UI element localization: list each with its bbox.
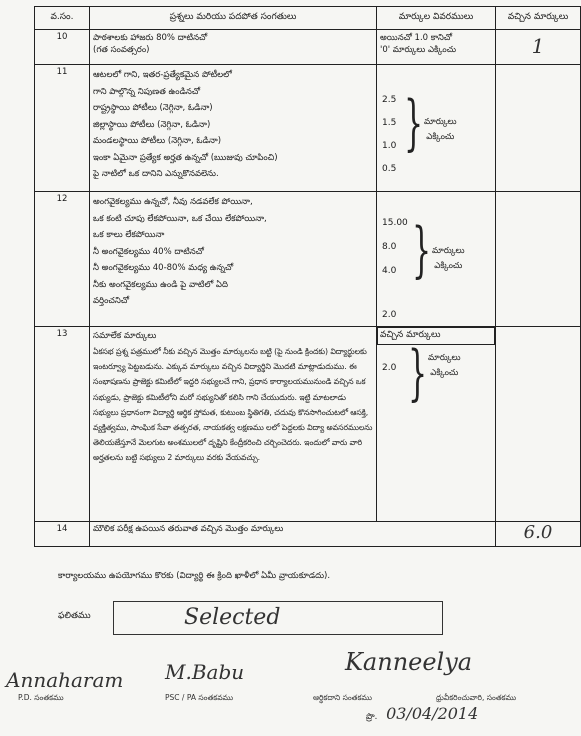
row-marks-details	[377, 65, 496, 192]
mark-value: 0.5	[382, 164, 397, 174]
question-line: నీ అంగవైకల్యము 40-80% మధ్య ఉన్నచో	[93, 263, 234, 273]
question-line: పాఠశాలకు హాజరు 80% దాటినచో	[93, 33, 208, 43]
brace-icon: }	[408, 338, 428, 408]
question-line: నీకు అంగవైకల్యము ఉండి పై వాటిలో ఏది	[93, 279, 228, 290]
awarded-marks: 6.0	[523, 522, 553, 543]
row-marks-details	[377, 192, 496, 327]
row-number: 14	[35, 522, 90, 547]
question-line: (గత సంవత్సరం)	[93, 45, 150, 55]
marks-subheader: వచ్చిన మార్కులు	[377, 327, 495, 345]
signature-pd: Annaharam	[6, 668, 124, 692]
result-label: ఫలితము	[58, 611, 91, 621]
table-row	[35, 65, 581, 192]
mark-value: 2.0	[382, 310, 397, 320]
row-awarded	[496, 192, 581, 327]
col-header-marks-details: మార్కుల వివరములు	[377, 7, 496, 30]
col-header-questions: ప్రశ్నలు మరియు పదపోత సంగతులు	[90, 7, 377, 30]
row-question: మౌలిక పరీక్ష ఉపయిన తరువాత వచ్చిన మొత్తం మార్కులు	[90, 522, 496, 547]
row-awarded	[496, 327, 581, 522]
row-number: 13	[35, 327, 90, 522]
table-row	[35, 522, 581, 547]
row-marks-details	[377, 30, 496, 65]
signature-label: PSC / PA సంతకవము	[165, 693, 234, 702]
mark-value: 2.5	[382, 95, 397, 105]
signature-psc: M.Babu	[165, 660, 245, 684]
question-line: నీ అంగవైకల్యము 40% దాటినచో	[93, 246, 204, 257]
question-paragraph: ఏకసభ ప్రశ్న పత్రములో నీకు వచ్చిన మొత్తం మార్కులను బట్టి (పై నుండి క్రిందకు) విద్యార్థులకు ఇంటర్వ్యూ పెట్టబడును. ఎక్కువ మార్కులు వచ్చిన విద్యార్థిని మొదటి మాట్లాడుదుము. ఈ సంభాషణను ప్రాజెక్టు కమిటీలో ఇద్దరి సభ్యులచే గాని, ప్రధాన కార్యాలయమునుండి వచ్చిన ఒక సభ్యుడు, ప్రాజెక్టు కమిటీలోని మరో సభ్యునితో కలిసి గాని చేయుదురు. ఇట్టి మాటలాడు సభ్యులు ప్రధానంగా విద్యార్థి ఆర్థిక స్తోమత, కుటుంబ స్థితిగతి, చదువు కొనసాగించుటలో ఆసక్తి, వ్యక్తిత్వము, సాంఘిక సేవా తత్పరత, నాయకత్వ లక్షణము లలో పెద్దలకు విద్యా అవసరములను తెలియజేస్తూనే మెలగుట అంశములలో దృష్టిని కేంద్రీకరించి చర్చించెదరు. ఇందులో వారు వారి అర్హతలను బట్టి సభ్యులు 2 మార్కులు వరకు వేయవచ్చు.	[93, 347, 373, 463]
table-row	[35, 30, 581, 65]
table-header-row	[35, 7, 581, 30]
mark-value: 4.0	[382, 266, 397, 276]
result-field	[113, 601, 443, 635]
mark-value: 1.5	[382, 118, 397, 128]
mark-value: 8.0	[382, 242, 397, 252]
office-use-note: కార్యాలయము ఉపయోగము కొరకు (విద్యార్థి ఈ క్రింది ఖాళీలో ఏమీ వ్రాయకూడదు).	[58, 571, 331, 581]
awarded-marks: 1	[531, 34, 545, 58]
row-question	[90, 192, 377, 327]
row-question	[90, 327, 377, 522]
row-awarded	[496, 65, 581, 192]
row-number: 10	[35, 30, 90, 65]
row-number: 12	[35, 192, 90, 327]
row-number: 11	[35, 65, 90, 192]
question-line: మండలస్థాయి పోటీలు (నెగ్గినా, ఓడినా)	[93, 136, 222, 146]
date-value: 03/04/2014	[386, 704, 479, 723]
col-header-awarded: వచ్చిన మార్కులు	[496, 7, 581, 30]
question-line: జిల్లాస్థాయి పోటీలు (నెగ్గినా, ఓడినా)	[93, 119, 211, 130]
row-question	[90, 65, 377, 192]
signature-verifier: Kanneelya	[345, 648, 473, 676]
date-block	[366, 704, 478, 724]
brace-icon: }	[412, 215, 432, 285]
signature-label: ఆర్థికదాని సంతకము	[313, 693, 372, 702]
date-prefix: ప్రొ.	[366, 712, 378, 722]
question-line: ఒక కంటి చూపు లేకపోయినా, ఒక చేయి లేకపోయినా,	[93, 213, 267, 224]
signature-label: P.D. సంతకము	[18, 693, 64, 702]
question-title: సమాలేక మార్కులు	[93, 331, 157, 341]
question-line: ఆటలలో గాని, ఇతర-ప్రత్యేకమైన పోటీలలో	[93, 70, 232, 80]
brace-label: మార్కులు ఎక్కించు	[424, 117, 457, 142]
brace-label: మార్కులు ఎక్కించు	[432, 246, 465, 271]
row-awarded	[496, 522, 581, 547]
question-line: వర్తించనిచో	[93, 296, 129, 306]
brace-icon: }	[404, 88, 424, 158]
marks-table	[34, 6, 581, 547]
mark-value: 1.0	[382, 141, 397, 151]
question-line: గాని పాల్గొన్న నిపుణత ఉండినచో	[93, 86, 201, 97]
table-row	[35, 192, 581, 327]
marks-line: అయినచో 1.0 కానిచో	[380, 33, 453, 43]
result-value: Selected	[184, 605, 281, 630]
mark-value: 15.00	[382, 218, 408, 228]
question-line: పై నాటిలో ఒక దానిని ఎన్నుకొనవలెను.	[93, 169, 219, 179]
question-line: ఇంకా ఏమైనా ప్రత్యేక అర్హత ఉన్నచో (ఋజువు చూపించి)	[93, 152, 278, 163]
question-line: ఒక కాలు లేకపోయినా	[93, 230, 165, 240]
brace-label: మార్కులు ఎక్కించు	[428, 353, 461, 378]
col-header-num: వ.సం.	[35, 7, 90, 30]
signature-label: ధ్రువీకరించువారి, సంతకము	[436, 693, 517, 702]
mark-value: 2.0	[382, 363, 397, 373]
marks-line: '0' మార్కులు ఎక్కించు	[380, 45, 457, 55]
row-marks-details	[377, 327, 496, 522]
row-question	[90, 30, 377, 65]
row-awarded	[496, 30, 581, 65]
question-line: అంగవైకల్యము ఉన్నచో, నీవు నడవలేక పోయినా,	[93, 197, 253, 207]
table-row	[35, 327, 581, 522]
question-line: రాష్ట్రస్థాయి పోటీలు (నెగ్గినా, ఓడినా)	[93, 103, 213, 113]
